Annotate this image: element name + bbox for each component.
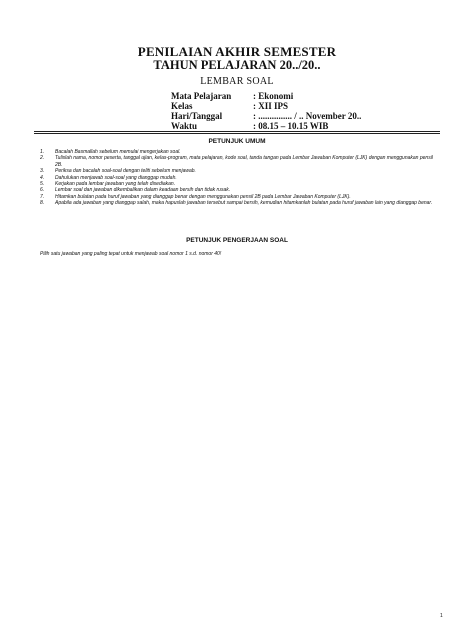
sheet-label: LEMBAR SOAL	[200, 76, 274, 87]
exam-info	[171, 91, 361, 131]
work-instructions-heading: PETUNJUK PENGERJAAN SOAL	[186, 237, 288, 244]
item-text: Lembar soal dan jawaban dikembalikan dalam keadaan bersih dan tidak rusak.	[55, 187, 231, 194]
item-text: Dahulukan menjawab soal-soal yang dianggap mudah.	[55, 174, 177, 181]
info-value: : XII IPS	[253, 101, 289, 111]
academic-year: TAHUN PELAJARAN 20../20..	[153, 58, 321, 72]
info-key: Kelas	[171, 101, 193, 111]
info-row-date	[171, 111, 361, 121]
item-number: 7.	[40, 193, 45, 200]
info-key: Hari/Tanggal	[171, 111, 223, 121]
divider-line	[34, 133, 440, 134]
info-row-class	[171, 101, 361, 111]
item-number: 5.	[40, 181, 45, 188]
item-number: 2.	[40, 155, 45, 162]
item-text: Bacalah Basmallah sebelum memulai mengerjakan soal.	[55, 149, 181, 155]
info-row-subject	[171, 91, 361, 101]
item-number: 8.	[40, 200, 45, 207]
item-text: Apabila ada jawaban yang dianggap salah, maka hapuslah jawaban tersebut sampai bersih, kemudian hitamkanlah bulatan pada huruf jawaban lain yang dianggap benar.	[55, 200, 433, 207]
item-text: Hitamkan bulatan pada huruf jawaban yang dianggap benar dengan menggunakan pensil 2B pada Lembar Jawaban Komputer (LJK).	[55, 193, 351, 200]
exam-title: PENILAIAN AKHIR SEMESTER	[137, 44, 337, 59]
item-text: Kerjakan pada lembar jawaban yang telah disediakan.	[55, 181, 176, 188]
item-number: 3.	[40, 168, 45, 175]
page-number: 1	[440, 613, 443, 619]
work-instruction-text: Pilih satu jawaban yang paling tepat untuk menjawab soal nomor 1 s.d. nomor 40!	[40, 251, 222, 257]
item-text: Periksa dan bacalah soal-soal dengan teliti sebelum menjawab.	[55, 168, 196, 175]
info-row-time	[171, 121, 361, 131]
info-key: Mata Pelajaran	[171, 91, 232, 101]
item-number: 4.	[40, 174, 45, 181]
list-item	[40, 155, 440, 168]
info-key: Waktu	[171, 121, 198, 131]
item-text: Tulislah nama, nomor peserta, tanggal ujian, kelas-program, mata pelajaran, kode soal, tanda tangan pada Lembar Jawaban Komputer (LJK) dengan menggunakan pensil 2B.	[55, 155, 433, 168]
item-number: 1.	[40, 149, 45, 155]
item-number: 6.	[40, 187, 45, 194]
info-value: : Ekonomi	[253, 91, 294, 101]
list-item	[40, 200, 440, 206]
divider-line	[34, 131, 440, 132]
info-value: : ............... / .. November 20..	[253, 111, 362, 121]
info-value: : 08.15 – 10.15 WIB	[253, 121, 329, 131]
general-instructions-list	[40, 149, 440, 207]
general-instructions-heading: PETUNJUK UMUM	[208, 138, 266, 145]
